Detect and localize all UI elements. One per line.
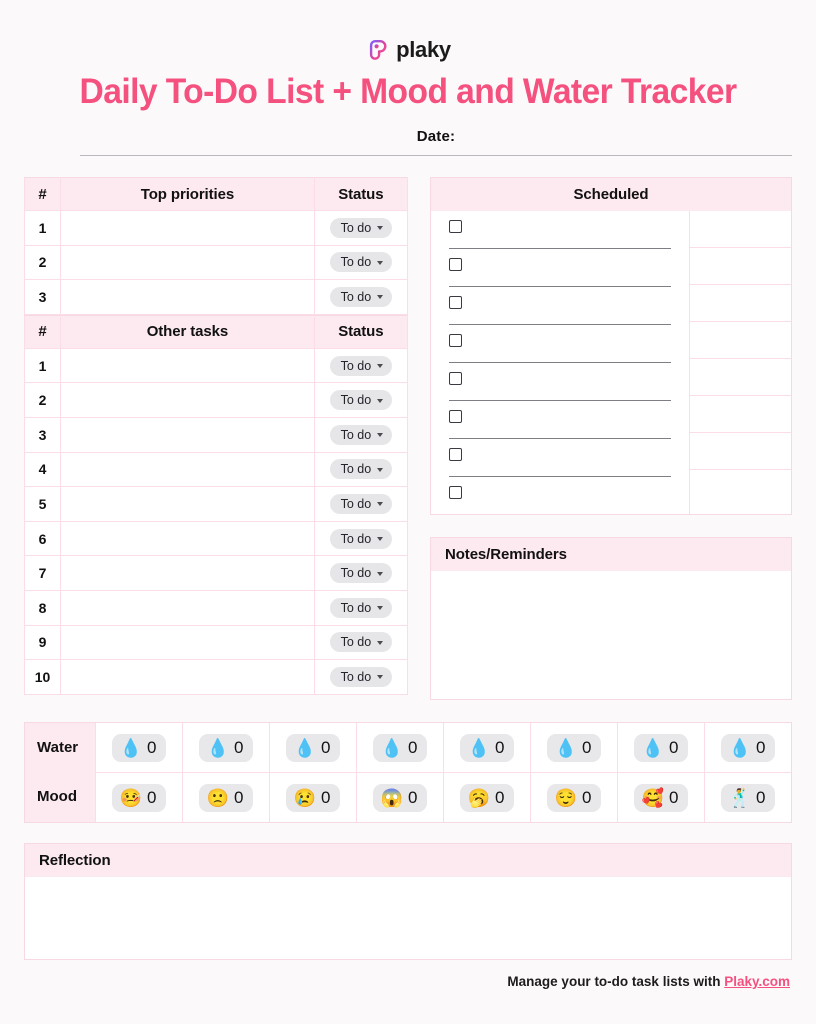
status-cell[interactable]	[314, 280, 407, 315]
scheduled-time-cell[interactable]	[690, 211, 791, 248]
checkbox-icon[interactable]	[449, 486, 462, 499]
scheduled-time-cell[interactable]	[690, 396, 791, 433]
scheduled-items	[431, 211, 689, 514]
mood-cell[interactable]	[617, 773, 704, 822]
list-item[interactable]	[431, 249, 689, 286]
chevron-down-icon	[377, 364, 383, 368]
water-counter-chip[interactable]	[721, 734, 776, 762]
water-counter-chip[interactable]	[286, 734, 341, 762]
status-cell[interactable]	[314, 245, 407, 280]
screaming-face-icon: 😱	[380, 787, 403, 808]
chevron-down-icon	[377, 641, 383, 645]
water-counter-chip[interactable]	[460, 734, 515, 762]
water-drop-icon: 💧	[728, 737, 751, 758]
list-item[interactable]	[431, 363, 689, 400]
mood-cell[interactable]	[182, 773, 269, 822]
table-row	[25, 660, 408, 695]
mood-count: 0	[233, 787, 244, 807]
notes-textarea[interactable]	[431, 571, 791, 699]
water-count: 0	[755, 737, 766, 757]
list-item[interactable]	[431, 287, 689, 324]
table-header-row	[25, 315, 408, 348]
status-badge[interactable]	[330, 287, 393, 307]
column-header-status: Status	[314, 178, 407, 211]
water-count: 0	[320, 737, 331, 757]
scheduled-text-input[interactable]	[462, 258, 675, 286]
water-cell[interactable]	[95, 723, 182, 772]
chevron-down-icon	[377, 295, 383, 299]
status-label: To do	[340, 635, 372, 650]
water-count: 0	[494, 737, 505, 757]
status-cell[interactable]	[314, 556, 407, 591]
status-badge[interactable]	[330, 218, 393, 238]
task-input-cell[interactable]	[61, 590, 315, 625]
scheduled-text-input[interactable]	[462, 334, 675, 362]
row-number: 4	[25, 452, 61, 487]
tracker-cells	[95, 723, 791, 822]
status-badge[interactable]	[330, 563, 393, 583]
table-row	[25, 556, 408, 591]
mood-counter-chip[interactable]	[721, 784, 776, 812]
scheduled-text-input[interactable]	[462, 410, 675, 438]
table-row	[25, 211, 408, 246]
status-badge[interactable]	[330, 252, 393, 272]
main-columns	[24, 177, 792, 700]
scheduled-header	[431, 178, 791, 211]
table-row	[25, 487, 408, 522]
column-header-number: #	[25, 315, 61, 348]
tasks-column	[24, 177, 408, 695]
mood-count: 0	[407, 787, 418, 807]
water-count: 0	[581, 737, 592, 757]
water-cell[interactable]	[704, 723, 791, 772]
chevron-down-icon	[377, 468, 383, 472]
mood-count: 0	[668, 787, 679, 807]
scheduled-text-input[interactable]	[462, 296, 675, 324]
other-tasks-body	[25, 348, 408, 694]
water-cell[interactable]	[182, 723, 269, 772]
chevron-down-icon	[377, 399, 383, 403]
row-number: 7	[25, 556, 61, 591]
status-label: To do	[340, 289, 372, 304]
status-cell[interactable]	[314, 487, 407, 522]
brand-name: plaky	[396, 37, 451, 62]
status-label: To do	[340, 531, 372, 546]
row-number: 6	[25, 521, 61, 556]
table-row	[25, 590, 408, 625]
water-mood-tracker	[24, 722, 792, 823]
dancing-person-icon: 🕺	[728, 787, 751, 808]
footer	[24, 974, 792, 989]
reflection-textarea[interactable]	[25, 877, 791, 959]
status-badge[interactable]	[330, 494, 393, 514]
water-counter-chip[interactable]	[634, 734, 689, 762]
mood-counter-chip[interactable]	[286, 784, 341, 812]
task-input-cell[interactable]	[61, 348, 315, 383]
scheduled-time-cell[interactable]	[690, 285, 791, 322]
relieved-face-icon: 😌	[554, 787, 577, 808]
scheduled-time-cell[interactable]	[690, 322, 791, 359]
status-cell[interactable]	[314, 452, 407, 487]
other-tasks-table	[24, 315, 408, 695]
scheduled-time-cell[interactable]	[690, 248, 791, 285]
status-badge[interactable]	[330, 459, 393, 479]
checkbox-icon[interactable]	[449, 410, 462, 423]
mood-count: 0	[581, 787, 592, 807]
status-badge[interactable]	[330, 598, 393, 618]
table-header-row	[25, 178, 408, 211]
status-label: To do	[340, 427, 372, 442]
water-label: Water	[37, 739, 79, 756]
task-input-cell[interactable]	[61, 625, 315, 660]
status-label: To do	[340, 600, 372, 615]
water-counter-chip[interactable]	[373, 734, 428, 762]
status-cell[interactable]	[314, 521, 407, 556]
mood-counter-chip[interactable]	[112, 784, 167, 812]
row-number: 9	[25, 625, 61, 660]
water-cell[interactable]	[269, 723, 356, 772]
row-number: 2	[25, 383, 61, 418]
row-number: 3	[25, 280, 61, 315]
notes-panel	[430, 537, 792, 700]
column-header-number: #	[25, 178, 61, 211]
scheduled-text-input[interactable]	[462, 448, 675, 476]
scheduled-text-input[interactable]	[462, 372, 675, 400]
row-number: 10	[25, 660, 61, 695]
mood-count: 0	[320, 787, 331, 807]
status-badge[interactable]	[330, 529, 393, 549]
status-badge[interactable]	[330, 667, 393, 687]
smiling-face-with-hearts-icon: 🥰	[641, 787, 664, 808]
plaky-logo-icon	[365, 38, 389, 62]
date-label: Date:	[416, 128, 456, 145]
crying-face-icon: 😢	[293, 787, 316, 808]
status-label: To do	[340, 566, 372, 581]
date-section	[24, 128, 792, 156]
water-drop-icon: 💧	[380, 737, 403, 758]
water-count: 0	[146, 737, 157, 757]
status-label: To do	[340, 496, 372, 511]
chevron-down-icon	[377, 537, 383, 541]
task-input-cell[interactable]	[61, 521, 315, 556]
water-drop-icon: 💧	[467, 737, 490, 758]
column-header-task: Top priorities	[61, 178, 315, 211]
water-drop-icon: 💧	[119, 737, 142, 758]
chevron-down-icon	[377, 606, 383, 610]
checkbox-icon[interactable]	[449, 296, 462, 309]
mood-count: 0	[146, 787, 157, 807]
column-header-task: Other tasks	[61, 315, 315, 348]
status-label: To do	[340, 255, 372, 270]
mood-count: 0	[494, 787, 505, 807]
table-row	[25, 417, 408, 452]
table-row	[25, 280, 408, 315]
water-count: 0	[233, 737, 244, 757]
mood-counter-chip[interactable]	[199, 784, 254, 812]
chevron-down-icon	[377, 261, 383, 265]
notes-header	[431, 538, 791, 571]
row-number: 1	[25, 348, 61, 383]
row-number: 8	[25, 590, 61, 625]
checkbox-icon[interactable]	[449, 448, 462, 461]
plaky-link[interactable]: Plaky.com	[724, 974, 790, 989]
face-thermometer-icon: 🤒	[119, 787, 142, 808]
status-cell[interactable]	[314, 383, 407, 418]
scheduled-text-input[interactable]	[462, 220, 675, 248]
mood-cell[interactable]	[356, 773, 443, 822]
status-label: To do	[340, 462, 372, 477]
status-cell[interactable]	[314, 590, 407, 625]
list-item[interactable]	[431, 401, 689, 438]
list-item[interactable]	[431, 439, 689, 476]
task-input-cell[interactable]	[61, 280, 315, 315]
water-counter-chip[interactable]	[547, 734, 602, 762]
row-number: 2	[25, 245, 61, 280]
row-number: 1	[25, 211, 61, 246]
status-cell[interactable]	[314, 348, 407, 383]
water-count: 0	[407, 737, 418, 757]
notes-title: Notes/Reminders	[445, 546, 567, 563]
status-label: To do	[340, 393, 372, 408]
water-drop-icon: 💧	[641, 737, 664, 758]
date-input-line[interactable]	[80, 155, 792, 156]
water-counter-chip[interactable]	[199, 734, 254, 762]
table-row	[25, 625, 408, 660]
water-cell[interactable]	[443, 723, 530, 772]
reflection-header	[25, 844, 791, 877]
water-counter-chip[interactable]	[112, 734, 167, 762]
status-badge[interactable]	[330, 356, 393, 376]
scheduled-time-cell[interactable]	[690, 470, 791, 507]
task-input-cell[interactable]	[61, 487, 315, 522]
row-number: 3	[25, 417, 61, 452]
chevron-down-icon	[377, 433, 383, 437]
chevron-down-icon	[377, 226, 383, 230]
column-header-status: Status	[314, 315, 407, 348]
reflection-title: Reflection	[39, 852, 111, 869]
status-cell[interactable]	[314, 625, 407, 660]
list-item[interactable]	[431, 477, 689, 514]
table-row	[25, 245, 408, 280]
chevron-down-icon	[377, 502, 383, 506]
status-cell[interactable]	[314, 211, 407, 246]
right-column	[430, 177, 792, 700]
water-drop-icon: 💧	[206, 737, 229, 758]
water-row	[95, 723, 791, 773]
mood-counter-chip[interactable]	[373, 784, 428, 812]
checkbox-icon[interactable]	[449, 334, 462, 347]
mood-count: 0	[755, 787, 766, 807]
table-row	[25, 521, 408, 556]
task-input-cell[interactable]	[61, 452, 315, 487]
water-drop-icon: 💧	[293, 737, 316, 758]
mood-row	[95, 773, 791, 822]
tracker-row-labels	[25, 723, 95, 822]
mood-cell[interactable]	[530, 773, 617, 822]
scheduled-panel	[430, 177, 792, 515]
task-input-cell[interactable]	[61, 556, 315, 591]
footer-text: Manage your to-do task lists with	[507, 974, 725, 989]
scheduled-title: Scheduled	[573, 186, 649, 203]
table-row	[25, 348, 408, 383]
table-row	[25, 452, 408, 487]
yawning-face-icon: 🥱	[467, 787, 490, 808]
status-badge[interactable]	[330, 390, 393, 410]
status-badge[interactable]	[330, 425, 393, 445]
task-input-cell[interactable]	[61, 383, 315, 418]
status-cell[interactable]	[314, 660, 407, 695]
chevron-down-icon	[377, 675, 383, 679]
checkbox-icon[interactable]	[449, 258, 462, 271]
scheduled-time-cell[interactable]	[690, 359, 791, 396]
task-input-cell[interactable]	[61, 211, 315, 246]
scheduled-text-input[interactable]	[462, 486, 675, 514]
mood-cell[interactable]	[704, 773, 791, 822]
mood-counter-chip[interactable]	[547, 784, 602, 812]
status-badge[interactable]	[330, 632, 393, 652]
status-label: To do	[340, 358, 372, 373]
list-item[interactable]	[431, 211, 689, 248]
status-label: To do	[340, 669, 372, 684]
mood-label: Mood	[37, 788, 77, 805]
mood-cell[interactable]	[95, 773, 182, 822]
scheduled-time-cell[interactable]	[690, 433, 791, 470]
chevron-down-icon	[377, 572, 383, 576]
table-row	[25, 383, 408, 418]
top-priorities-body	[25, 211, 408, 315]
mood-cell[interactable]	[269, 773, 356, 822]
status-cell[interactable]	[314, 417, 407, 452]
top-priorities-table	[24, 177, 408, 315]
water-cell[interactable]	[356, 723, 443, 772]
water-cell[interactable]	[617, 723, 704, 772]
mood-counter-chip[interactable]	[634, 784, 689, 812]
mood-counter-chip[interactable]	[460, 784, 515, 812]
scheduled-body	[431, 211, 791, 514]
checkbox-icon[interactable]	[449, 372, 462, 385]
checkbox-icon[interactable]	[449, 220, 462, 233]
task-input-cell[interactable]	[61, 660, 315, 695]
mood-cell[interactable]	[443, 773, 530, 822]
water-count: 0	[668, 737, 679, 757]
status-label: To do	[340, 220, 372, 235]
reflection-panel	[24, 843, 792, 960]
row-number: 5	[25, 487, 61, 522]
brand-header	[24, 0, 792, 64]
list-item[interactable]	[431, 325, 689, 362]
page-title: Daily To-Do List + Mood and Water Tracker	[79, 72, 737, 111]
water-drop-icon: 💧	[554, 737, 577, 758]
task-input-cell[interactable]	[61, 245, 315, 280]
water-cell[interactable]	[530, 723, 617, 772]
scheduled-time-column	[689, 211, 791, 514]
slightly-frowning-face-icon: 🙁	[206, 787, 229, 808]
task-input-cell[interactable]	[61, 417, 315, 452]
